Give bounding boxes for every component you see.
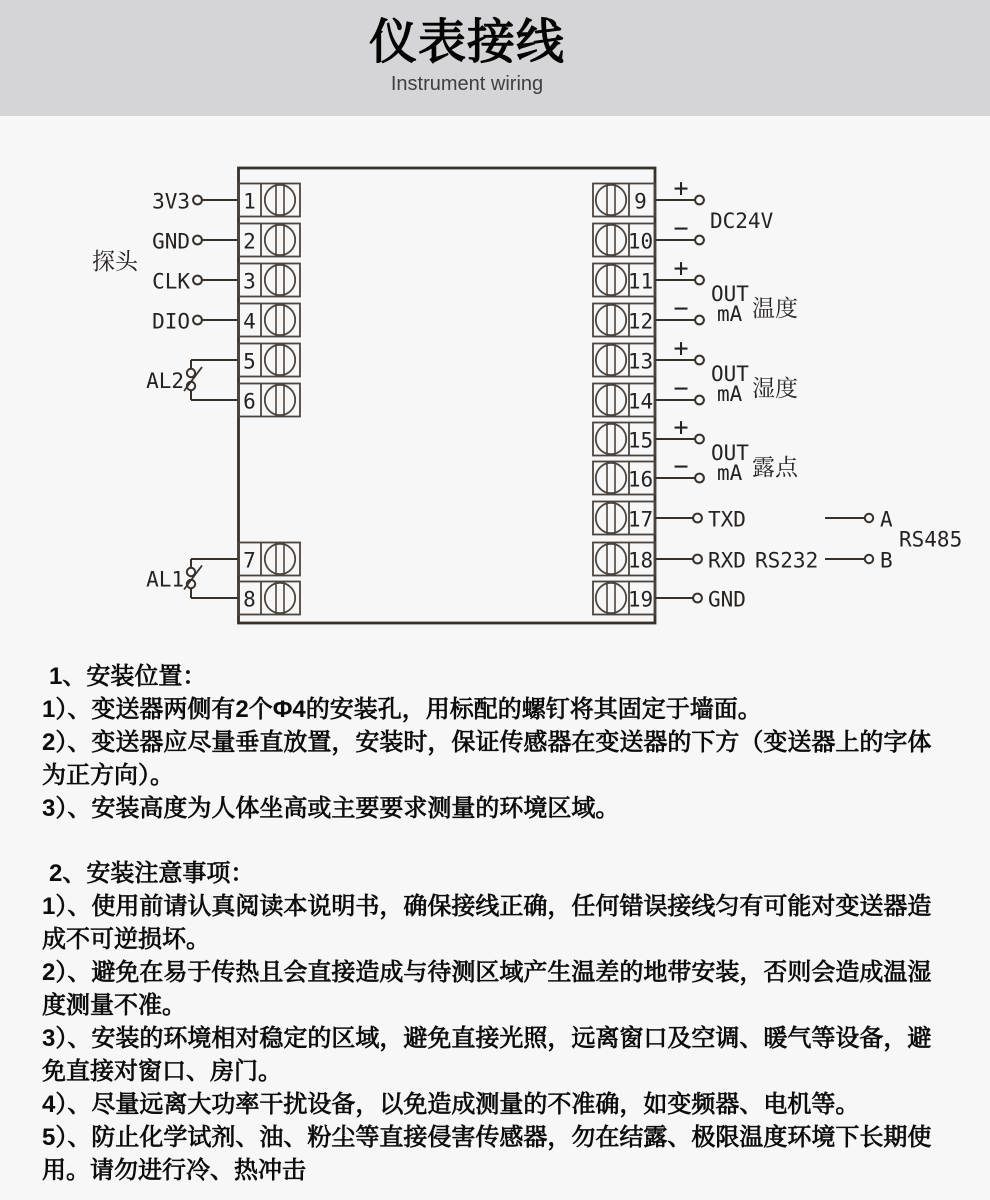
- wire-node-icon: [695, 196, 704, 205]
- terminal-17: [593, 502, 746, 535]
- pin-label: CLK: [152, 269, 190, 294]
- instruction-line: 3）、安装的环境相对稳定的区域，避免直接光照，远离窗口及空调、暖气等设备，避: [42, 1025, 932, 1052]
- terminal-16: [593, 452, 704, 495]
- screw-icon: [265, 583, 295, 613]
- terminal-8: [238, 582, 300, 615]
- bus-label: RS232: [755, 548, 819, 573]
- wire-node-icon: [693, 514, 702, 523]
- contact-node-icon: [187, 568, 195, 576]
- screw-icon: [265, 345, 295, 375]
- terminal-number: 7: [243, 548, 256, 573]
- rs485-pin-label: A: [880, 507, 893, 532]
- wire-node-icon: [193, 236, 202, 245]
- wire-node-icon: [193, 196, 202, 205]
- instruction-line: 用。请勿进行冷、热冲击: [42, 1157, 306, 1184]
- terminal-number: 12: [627, 309, 654, 334]
- polarity-sign: −: [673, 451, 689, 481]
- instruction-line: 2）、避免在易于传热且会直接造成与待测区域产生温差的地带安装，否则会造成温湿: [42, 959, 932, 986]
- channel-name: 温度: [752, 295, 798, 321]
- terminal-10: [593, 214, 704, 257]
- terminal-1: [152, 184, 300, 217]
- pin-label: RXD: [708, 548, 746, 573]
- ma-label: mA: [717, 382, 743, 406]
- terminal-number: 16: [627, 467, 654, 492]
- output-group-1: [710, 209, 774, 233]
- rs485-pin-label: B: [880, 548, 893, 573]
- screw-icon: [596, 583, 626, 613]
- out-label: OUT: [711, 362, 749, 386]
- terminal-number: 2: [243, 229, 256, 254]
- terminal-18: [593, 543, 818, 576]
- probe-label: 探头: [92, 248, 138, 274]
- instruction-section-2: [42, 857, 972, 1187]
- ma-label: mA: [717, 302, 743, 326]
- screw-icon: [596, 544, 626, 574]
- terminal-number: 11: [627, 269, 654, 294]
- terminal-number: 19: [627, 587, 654, 612]
- screw-icon: [265, 385, 295, 415]
- wire-node-icon: [695, 316, 704, 325]
- pin-label: TXD: [708, 507, 746, 532]
- screw-icon: [596, 305, 626, 335]
- wire-node-icon: [695, 396, 704, 405]
- contact-node-icon: [187, 369, 195, 377]
- wire-node-icon: [193, 276, 202, 285]
- rs485-group: [825, 508, 962, 573]
- switch-label: AL2: [146, 369, 184, 393]
- wire-node-icon: [693, 594, 702, 603]
- polarity-sign: −: [673, 293, 689, 323]
- wire-node-icon: [695, 356, 704, 365]
- switch-al1: [146, 559, 238, 598]
- device-outline: [239, 168, 656, 623]
- polarity-sign: +: [673, 412, 689, 442]
- instruction-line: 成不可逆损坏。: [42, 926, 210, 953]
- wire-node-icon: [693, 555, 702, 564]
- screw-icon: [265, 265, 295, 295]
- instruction-line: 5）、防止化学试剂、油、粉尘等直接侵害传感器，勿在结露、极限温度环境下长期使: [42, 1124, 932, 1151]
- screw-icon: [265, 305, 295, 335]
- terminal-number: 9: [634, 189, 647, 214]
- output-group-3: [711, 362, 798, 406]
- terminal-15: [593, 413, 704, 456]
- instruction-line: 免直接对窗口、房门。: [42, 1058, 282, 1085]
- instruction-section-1: [42, 660, 972, 825]
- terminal-number: 15: [627, 428, 654, 453]
- terminal-number: 13: [627, 349, 654, 374]
- screw-icon: [265, 225, 295, 255]
- wire-node-icon: [193, 316, 202, 325]
- wire-node-icon: [865, 555, 873, 563]
- instruction-line: 3）、安装高度为人体坐高或主要要求测量的环境区域。: [42, 795, 620, 822]
- terminal-3: [152, 264, 300, 297]
- terminal-9: [593, 174, 704, 217]
- out-label: OUT: [711, 282, 749, 306]
- screw-icon: [265, 185, 295, 215]
- screw-icon: [596, 265, 626, 295]
- section-heading: 1、安装位置：: [49, 663, 207, 690]
- screw-icon: [596, 345, 626, 375]
- terminal-number: 6: [243, 389, 256, 414]
- page-subtitle: Instrument wiring: [390, 73, 544, 95]
- terminal-number: 1: [243, 189, 256, 214]
- terminal-number: 3: [243, 269, 256, 294]
- pin-label: GND: [708, 587, 746, 612]
- screw-icon: [265, 544, 295, 574]
- terminal-number: 8: [243, 587, 256, 612]
- terminal-14: [593, 374, 704, 417]
- terminal-12: [593, 294, 704, 337]
- page-title: 仪表接线: [368, 16, 565, 69]
- terminal-5: [238, 344, 300, 377]
- instruction-line: 4）、尽量远离大功率干扰设备，以免造成测量的不准确，如变频器、电机等。: [42, 1091, 860, 1118]
- terminal-19: [593, 582, 746, 615]
- screw-icon: [596, 385, 626, 415]
- instruction-line: 1）、使用前请认真阅读本说明书，确保接线正确，任何错误接线匀有可能对变送器造: [42, 893, 932, 920]
- screw-icon: [596, 225, 626, 255]
- channel-name: 露点: [752, 454, 798, 480]
- wire-node-icon: [695, 276, 704, 285]
- screw-icon: [596, 503, 626, 533]
- terminal-number: 4: [243, 309, 256, 334]
- terminal-number: 5: [243, 349, 256, 374]
- terminal-6: [238, 384, 300, 417]
- out-label: OUT: [711, 441, 749, 465]
- pin-label: DIO: [152, 309, 190, 334]
- channel-name: 湿度: [752, 375, 798, 401]
- instruction-line: 度测量不准。: [42, 992, 186, 1019]
- contact-node-icon: [187, 580, 195, 588]
- terminal-2: [152, 224, 300, 257]
- power-label: DC24V: [710, 209, 774, 233]
- wire-node-icon: [695, 435, 704, 444]
- switch-lever-icon: [184, 566, 202, 590]
- rs485-label: RS485: [899, 527, 963, 552]
- switch-lever-icon: [184, 367, 202, 391]
- screw-icon: [596, 185, 626, 215]
- instruction-line: 1）、变送器两侧有2个Φ4的安装孔，用标配的螺钉将其固定于墙面。: [42, 696, 762, 723]
- header-band: [0, 0, 990, 116]
- wire-node-icon: [695, 474, 704, 483]
- instruction-line: 为正方向）。: [42, 762, 174, 789]
- terminal-number: 14: [627, 389, 654, 414]
- polarity-sign: −: [673, 373, 689, 403]
- output-group-2: [711, 282, 798, 326]
- pin-label: 3V3: [152, 189, 190, 214]
- pin-label: GND: [152, 229, 190, 254]
- instruction-line: 2）、变送器应尽量垂直放置，安装时，保证传感器在变送器的下方（变送器上的字体: [42, 729, 932, 756]
- terminal-number: 17: [627, 507, 654, 532]
- polarity-sign: +: [673, 173, 689, 203]
- terminal-11: [593, 254, 704, 297]
- terminal-4: [152, 304, 300, 337]
- polarity-sign: +: [673, 333, 689, 363]
- polarity-sign: −: [673, 213, 689, 243]
- installation-instructions: [42, 660, 972, 1187]
- ma-label: mA: [717, 461, 743, 485]
- section-heading: 2、安装注意事项：: [49, 860, 255, 887]
- switch-label: AL1: [146, 567, 184, 592]
- terminal-number: 10: [627, 229, 654, 254]
- terminal-number: 18: [627, 548, 654, 573]
- wire-node-icon: [695, 236, 704, 245]
- wire-node-icon: [865, 514, 873, 522]
- screw-icon: [596, 424, 626, 454]
- screw-icon: [596, 463, 626, 493]
- terminal-13: [593, 334, 704, 377]
- output-group-4: [711, 441, 799, 485]
- polarity-sign: +: [673, 253, 689, 283]
- switch-al2: [146, 360, 238, 400]
- terminal-7: [238, 543, 300, 576]
- contact-node-icon: [187, 382, 195, 390]
